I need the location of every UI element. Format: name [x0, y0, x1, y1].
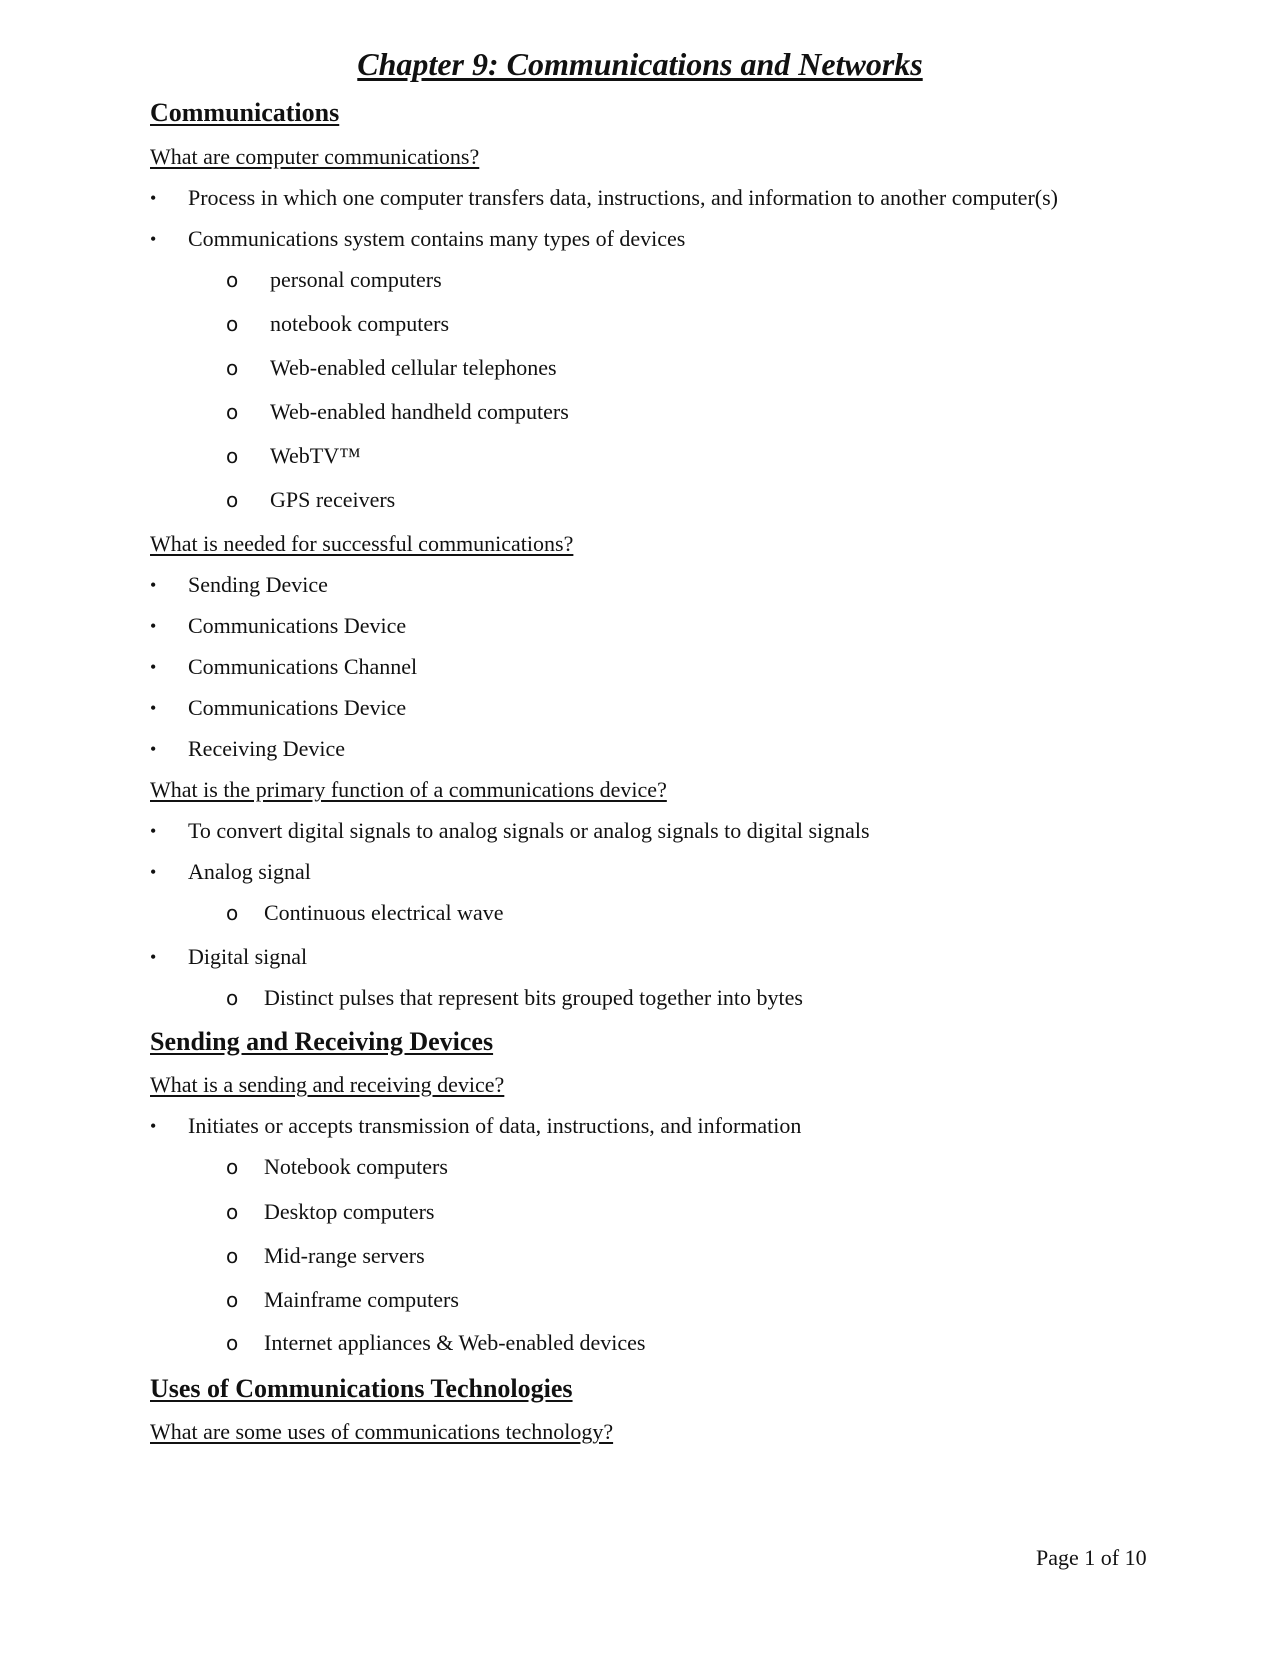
- bullet-icon: •: [150, 1116, 157, 1136]
- bullet-icon: •: [150, 616, 157, 636]
- sub-list-item-text: Internet appliances & Web-enabled devices: [264, 1330, 646, 1355]
- circle-bullet-icon: o: [226, 356, 239, 380]
- bullet-icon: •: [150, 862, 157, 882]
- list-item-text: Communications system contains many types of devices: [188, 226, 686, 251]
- circle-bullet-icon: o: [226, 1200, 239, 1224]
- question-successful-communications: What is needed for successful communications?: [150, 531, 574, 556]
- circle-bullet-icon: o: [226, 444, 239, 468]
- list-item-text: Communications Device: [188, 613, 407, 638]
- section-heading-uses: Uses of Communications Technologies: [150, 1374, 573, 1403]
- section-heading-sending-receiving: Sending and Receiving Devices: [150, 1027, 494, 1056]
- page-number: Page 1 of 10: [1036, 1545, 1147, 1570]
- list-item-text: Initiates or accepts transmission of data, instructions, and information: [188, 1113, 802, 1138]
- sub-list-item-text: personal computers: [270, 267, 442, 292]
- list-item-text: Analog signal: [188, 859, 311, 884]
- list-item-text: Communications Device: [188, 695, 407, 720]
- sub-list-item-text: Web-enabled cellular telephones: [270, 355, 557, 380]
- question-primary-function: What is the primary function of a communications device?: [150, 777, 667, 802]
- bullet-icon: •: [150, 657, 157, 677]
- sub-list-item-text: Continuous electrical wave: [264, 900, 504, 925]
- bullet-icon: •: [150, 188, 157, 208]
- bullet-icon: •: [150, 821, 157, 841]
- bullet-icon: •: [150, 739, 157, 759]
- bullet-icon: •: [150, 947, 157, 967]
- circle-bullet-icon: o: [226, 488, 239, 512]
- circle-bullet-icon: o: [226, 1331, 239, 1355]
- list-item-text: To convert digital signals to analog signals or analog signals to digital signals: [188, 818, 870, 843]
- chapter-title: Chapter 9: Communications and Networks: [357, 46, 923, 82]
- list-item-text: Process in which one computer transfers data, instructions, and information to another computer(s): [188, 185, 1058, 210]
- circle-bullet-icon: o: [226, 986, 239, 1010]
- sub-list-item-text: Mid-range servers: [264, 1243, 425, 1268]
- sub-list-item-text: Mainframe computers: [264, 1287, 459, 1312]
- question-sending-receiving-device: What is a sending and receiving device?: [150, 1072, 505, 1097]
- circle-bullet-icon: o: [226, 1288, 239, 1312]
- circle-bullet-icon: o: [226, 1155, 239, 1179]
- sub-list-item-text: Desktop computers: [264, 1199, 435, 1224]
- section-heading-communications: Communications: [150, 98, 340, 127]
- bullet-icon: •: [150, 229, 157, 249]
- circle-bullet-icon: o: [226, 268, 239, 292]
- sub-list-item-text: Distinct pulses that represent bits grouped together into bytes: [264, 985, 803, 1010]
- bullet-icon: •: [150, 698, 157, 718]
- list-item-text: Digital signal: [188, 944, 308, 969]
- sub-list-item-text: notebook computers: [270, 311, 450, 336]
- list-item-text: Receiving Device: [188, 736, 345, 761]
- circle-bullet-icon: o: [226, 312, 239, 336]
- question-uses-of-technology: What are some uses of communications technology?: [150, 1419, 614, 1444]
- sub-list-item-text: Web-enabled handheld computers: [270, 399, 569, 424]
- bullet-icon: •: [150, 575, 157, 595]
- question-computer-communications: What are computer communications?: [150, 144, 480, 169]
- circle-bullet-icon: o: [226, 400, 239, 424]
- list-item-text: Sending Device: [188, 572, 328, 597]
- circle-bullet-icon: o: [226, 1244, 239, 1268]
- list-item-text: Communications Channel: [188, 654, 418, 679]
- circle-bullet-icon: o: [226, 901, 239, 925]
- sub-list-item-text: GPS receivers: [270, 487, 396, 512]
- sub-list-item-text: Notebook computers: [264, 1154, 448, 1179]
- sub-list-item-text: WebTV™: [270, 443, 361, 468]
